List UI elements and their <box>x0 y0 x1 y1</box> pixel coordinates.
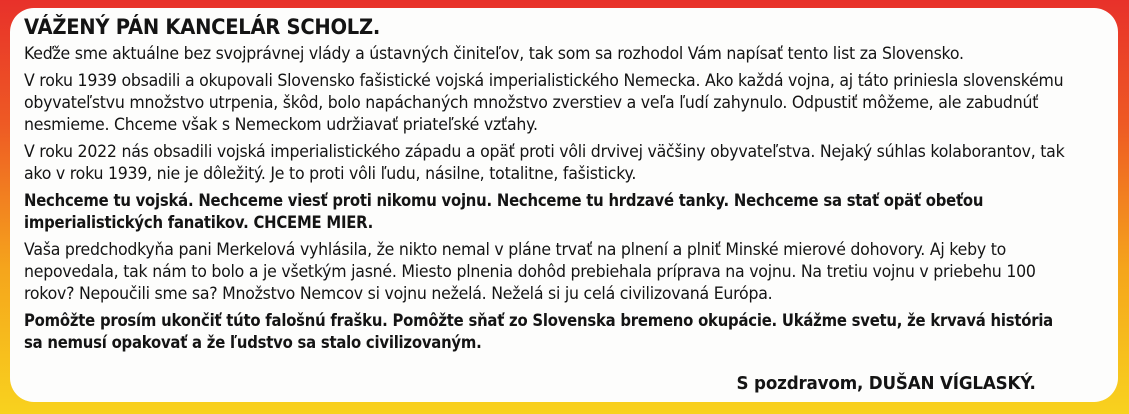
paragraph-intro: Keďže sme aktuálne bez svojprávnej vlády a ústavných činiteľov, tak som sa rozhodol Vám napísať tento list za Slovensko. <box>24 44 964 63</box>
letter-title: VÁŽENÝ PÁN KANCELÁR SCHOLZ. <box>24 15 380 39</box>
letter-card <box>10 8 1118 402</box>
letter-signature: S pozdravom, DUŠAN VÍGLASKÝ. <box>736 373 1036 394</box>
paragraph-1939: V roku 1939 obsadili a okupovali Slovensko fašistické vojská imperialistického Nemecka. Ako každá vojna, aj táto priniesla slovenskému obyvateľstvu množstvo utrpenia, škôd, bolo napáchaných množstvo zverstiev a veľa ľudí zahynulo. Odpustiť môžeme, ale zabudnúť nesmieme. Chceme však s Nemeckom udržiavať priateľské vzťahy. <box>24 71 1064 134</box>
paragraph-2022: V roku 2022 nás obsadili vojská imperialistického západu a opäť proti vôli drvivej väčšiny obyvateľstva. Nejaký súhlas kolaborantov, tak ako v roku 1939, nie je dôležitý. Je to proti vôli ľudu, násilne, totalitne, fašisticky. <box>24 142 1065 183</box>
paragraph-no-war: Nechceme tu vojská. Nechceme viesť proti nikomu vojnu. Nechceme tu hrdzavé tanky. Nechceme sa stať opäť obeťou imperialistických fanatikov. CHCEME MIER. <box>24 191 984 232</box>
paragraph-appeal: Pomôžte prosím ukončiť túto falošnú frašku. Pomôžte sňať zo Slovenska bremeno okupácie. Ukážme svetu, že krvavá história sa nemusí opakovať a že ľudstvo sa stalo civilizovaným. <box>24 311 1053 352</box>
paragraph-merkel: Vaša predchodkyňa pani Merkelová vyhlásila, že nikto nemal v pláne trvať na plnení a plniť Minské mierové dohovory. Aj keby to nepovedala, tak nám to bolo a je všetkým jasné. Miesto plnenia dohôd prebiehala príprava na vojnu. Na tretiu vojnu v priebehu 100 rokov? Nepoučili sme sa? Množstvo Nemcov si vojnu neželá. Neželá si ju celá civilizovaná Európa. <box>24 240 1036 303</box>
